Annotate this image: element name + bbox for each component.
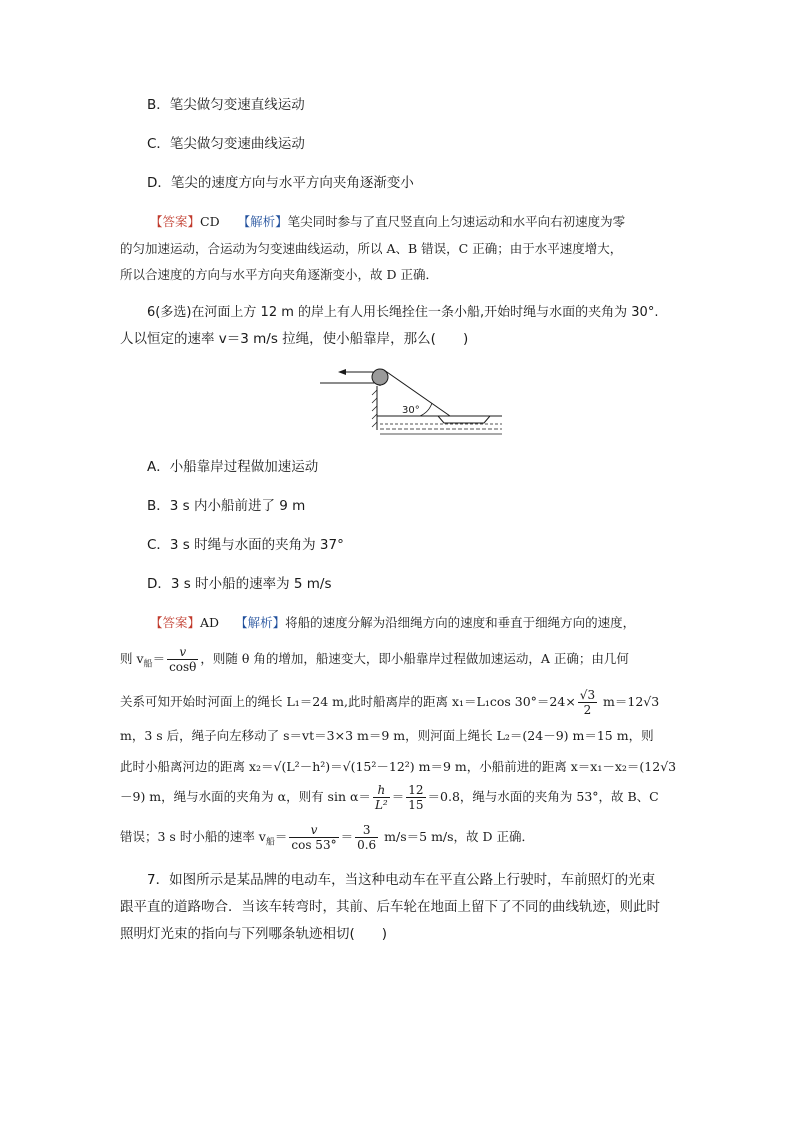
fraction-numerator: 3	[355, 823, 378, 838]
text-segment: ＝	[391, 789, 405, 804]
answer-value: AD	[200, 615, 220, 630]
text-segment: ＝	[340, 829, 354, 844]
q7-stem-line-3: 照明灯光束的指向与下列哪条轨迹相切( )	[120, 926, 388, 942]
fraction-denominator: 15	[408, 798, 424, 812]
angle-arc	[420, 403, 432, 416]
q7-stem-line-1: 7．如图所示是某品牌的电动车，当这种电动车在平直公路上行驶时，车前照灯的光束	[147, 872, 656, 888]
text-segment: －9) m，绳与水面的夹角为 α，则有 sin α＝	[120, 789, 371, 804]
text-segment: 关系可知开始时河面上的绳长 L₁＝24 m,此时船离岸的距离 x₁＝L₁cos 30°＝24×	[120, 694, 576, 709]
q6-option-d: D．3 s 时小船的速率为 5 m/s	[147, 576, 332, 592]
q6-answer-line-7	[120, 818, 534, 856]
fraction-numerator: h	[373, 783, 390, 798]
q5-option-d: D．笔尖的速度方向与水平方向夹角逐渐变小	[147, 175, 414, 191]
fraction-numerator: v	[167, 645, 198, 660]
text-segment: 则 v	[120, 651, 144, 666]
answer-label: 【答案】	[150, 615, 201, 630]
q6-answer-line-1	[150, 614, 635, 632]
text-segment: ＝0.8，绳与水面的夹角为 53°，故 B、C	[427, 789, 659, 804]
q5-option-b: B．笔尖做匀变速直线运动	[147, 97, 305, 113]
answer-value: CD	[200, 214, 220, 229]
fraction-numerator: 12	[408, 783, 424, 797]
text-segment: m＝12√3	[599, 694, 660, 709]
q6-figure-boat-rope	[320, 360, 505, 436]
q6-stem-line-1: 6(多选)在河面上方 12 m 的岸上有人用长绳拴住一条小船,开始时绳与水面的夹角为 30°.	[147, 305, 659, 320]
fraction	[355, 823, 378, 852]
subscript: 船	[265, 837, 275, 848]
fraction-numerator: v	[289, 823, 338, 838]
fraction-denominator: L²	[374, 798, 388, 812]
fraction	[289, 823, 338, 852]
q6-stem-line-2: 人以恒定的速率 v＝3 m/s 拉绳，使小船靠岸，那么( )	[120, 331, 469, 347]
q6-answer-line-5: 此时小船离河边的距离 x₂＝√(L²－h²)＝√(15²－12²) m＝9 m，小船前进的距离 x＝x₁－x₂＝(12√3	[120, 759, 677, 774]
arrow-head	[338, 369, 346, 375]
q6-answer-line-2	[120, 640, 629, 678]
explanation-label: 【解析】	[237, 214, 288, 229]
boat	[438, 416, 490, 423]
q5-option-c: C．笔尖做匀变速曲线运动	[147, 136, 305, 152]
explanation-text: 将船的速度分解为沿细绳方向的速度和垂直于细绳方向的速度，	[285, 615, 636, 630]
q6-answer-line-4: m，3 s 后，绳子向左移动了 s＝vt＝3×3 m＝9 m，则河面上绳长 L₂＝(24－9) m＝15 m，则	[120, 728, 654, 743]
subscript: 船	[143, 659, 153, 670]
q6-option-b: B．3 s 内小船前进了 9 m	[147, 498, 306, 514]
q7-stem-line-2: 跟平直的道路吻合．当该车转弯时，其前、后车轮在地面上留下了不同的曲线轨迹，则此时	[120, 899, 660, 915]
q5-answer-line-3: 所以合速度的方向与水平方向夹角逐渐变小，故 D 正确．	[120, 267, 438, 282]
fraction-denominator: 0.6	[357, 838, 377, 852]
fraction	[406, 783, 425, 812]
text-segment: 错误；3 s 时小船的速率 v	[120, 829, 266, 844]
q6-answer-line-6	[120, 778, 659, 816]
fraction	[578, 688, 597, 717]
explanation-label: 【解析】	[235, 615, 286, 630]
fraction-denominator: 2	[583, 703, 592, 717]
text-segment: m/s＝5 m/s，故 D 正确．	[380, 829, 535, 844]
bank-hatch	[372, 390, 377, 427]
q6-answer-line-3	[120, 683, 659, 721]
fraction	[373, 783, 390, 812]
q6-option-a: A．小船靠岸过程做加速运动	[147, 459, 319, 475]
q6-option-c: C．3 s 时绳与水面的夹角为 37°	[147, 537, 344, 553]
q5-answer-line-2: 的匀加速运动，合运动为匀变速曲线运动，所以 A、B 错误，C 正确；由于水平速度增大，	[120, 241, 623, 256]
angle-label: 30°	[402, 405, 420, 416]
fraction-denominator: cos 53°	[291, 838, 337, 852]
explanation-text: 笔尖同时参与了直尺竖直向上匀速运动和水平向右初速度为零	[287, 214, 626, 229]
fraction	[167, 645, 198, 674]
answer-label: 【答案】	[150, 214, 201, 229]
text-segment: ，则随 θ 角的增加，船速变大，即小船靠岸过程做加速运动，A 正确；由几何	[200, 651, 629, 666]
fraction-denominator: cosθ	[169, 660, 197, 674]
q5-answer-line-1	[150, 213, 625, 231]
text-segment: ＝	[152, 651, 166, 666]
text-segment: ＝	[274, 829, 288, 844]
fraction-numerator: √3	[579, 688, 596, 702]
water-lines	[380, 424, 502, 434]
